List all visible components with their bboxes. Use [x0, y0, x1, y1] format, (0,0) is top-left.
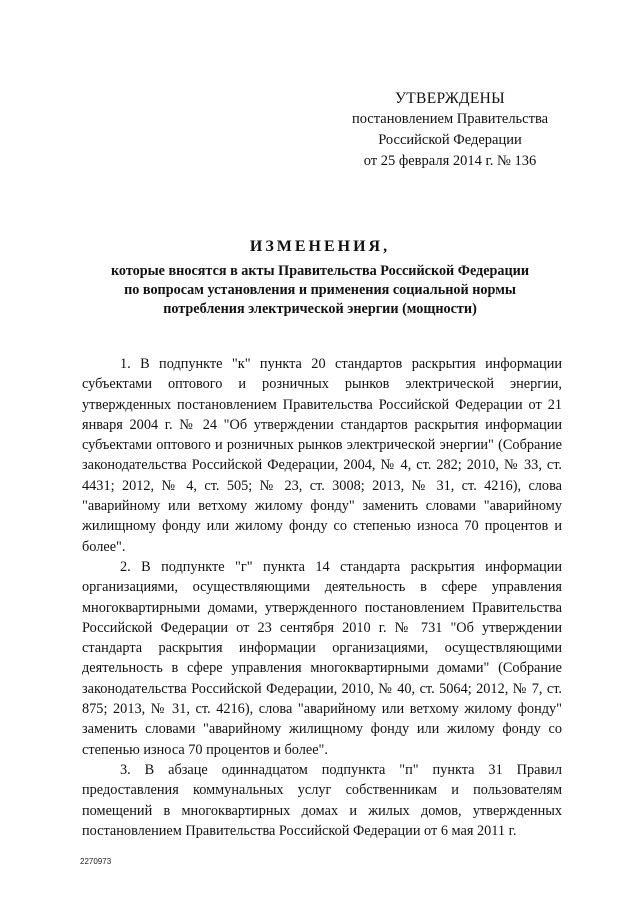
document-body — [82, 354, 562, 841]
approval-heading: УТВЕРЖДЕНЫ — [395, 90, 505, 107]
subtitle-line-1: которые вносятся в акты Правительства Российской Федерации — [110, 263, 530, 279]
document-subtitle — [70, 262, 570, 319]
paragraph-2: 2. В подпункте "г" пункта 14 стандарта раскрытия информации организациями, осуществляющими деятельность в сфере управления многоквартирными домами, утвержденного постановлением Правительства Российской Федерации от 23 сентября 2010 г. № 731 "Об утверждении стандарта раскрытия информации организациями, осуществляющими деятельность в сфере управления многоквартирными домами" (Собрание законодательства Российской Федерации, 2010, № 40, ст. 5064; 2012, № 7, ст. 875; 2013, № 31, ст. 4216), слова "аварийному или ветхому жилому фонду" заменить словами "аварийному жилищному фонду или жилому фонду со степенью износа 70 процентов и более". — [82, 558, 562, 758]
subtitle-line-2: по вопросам установления и применения социальной нормы — [124, 282, 516, 298]
subtitle-line-3: потребления электрической энергии (мощности) — [163, 301, 477, 317]
paragraph-1: 1. В подпункте "к" пункта 20 стандартов раскрытия информации субъектами оптового и розничных рынков электрической энергии, утвержденных постановлением Правительства Российской Федерации от 21 января 2004 г. № 24 "Об утверждении стандартов раскрытия информации субъектами оптового и розничных рынков электрической энергии" (Собрание законодательства Российской Федерации, 2004, № 4, ст. 282; 2010, № 33, ст. 4431; 2012, № 4, ст. 505; № 23, ст. 3008; 2013, № 31, ст. 4216), слова "аварийному или ветхому жилому фонду" заменить словами "аварийному жилищному фонду или жилому фонду со степенью износа 70 процентов и более". — [82, 356, 562, 555]
document-title: ИЗМЕНЕНИЯ, — [249, 238, 391, 255]
paragraph-3: 3. В абзаце одиннадцатом подпункта "п" пункта 31 Правил предоставления коммунальных услуг собственникам и пользователям помещений в многоквартирных домах и жилых домов, утвержденных постановлением Правительства Российской Федерации от 6 мая 2011 г. — [82, 761, 562, 839]
approval-line-3: от 25 февраля 2014 г. № 136 — [363, 153, 537, 169]
document-id: 2270973 — [80, 857, 112, 866]
approval-line-2: Российской Федерации — [378, 132, 522, 148]
approval-block — [330, 88, 570, 172]
approval-line-1: постановлением Правительства — [351, 111, 549, 127]
